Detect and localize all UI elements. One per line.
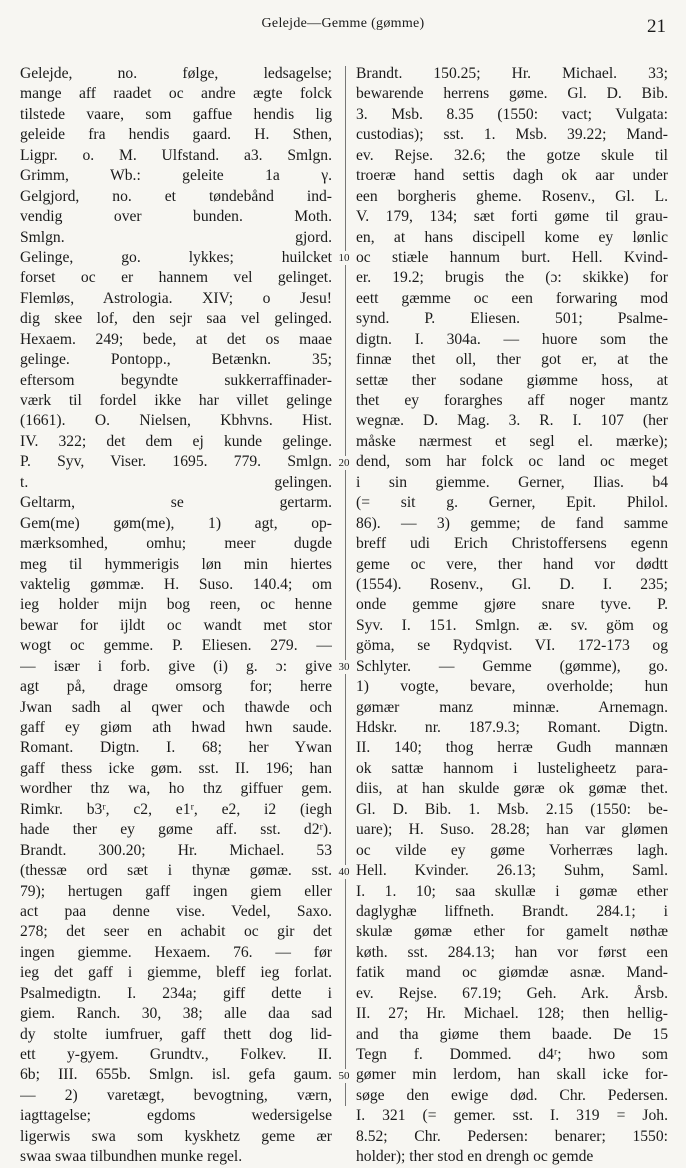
right-column-line: er. 19.2; brugis the (ɔ: skikke) for (356, 269, 668, 287)
right-column-line: synd. P. Eliesen. 501; Psalme- (356, 310, 668, 328)
right-column-line: wegnæ. D. Mag. 3. R. I. 107 (her (356, 412, 668, 430)
right-column-line: oc vilde ey gøme Vorherræs lagh. (356, 841, 668, 859)
left-column-line: ieg det gaff i giemme, bleff ieg forlat. (20, 964, 332, 982)
left-column-line: 6b; III. 655b. Smlgn. isl. gefa gaum. (20, 1066, 332, 1084)
right-column-line: i sin giemme. Gerner, Ilias. b4 (356, 473, 668, 491)
left-column-line: gelinge. Pontopp., Betænkn. 35; (20, 351, 332, 369)
left-column-line: Jwan sadh al qwer och thawde och (20, 698, 332, 716)
left-column-line: bewar for ijldt oc wandt met stor (20, 616, 332, 634)
left-column-line: Gem(me) gøm(me), 1) agt, op- (20, 514, 332, 532)
left-column-line: — 2) varetægt, bevogtning, værn, (20, 1086, 332, 1104)
running-head: Gelejde—Gemme (gømme) (261, 16, 425, 31)
right-column-line: digtn. I. 304a. — huore som the (356, 330, 668, 348)
right-column-line: settæ ther sodane giømme hoss, at (356, 371, 668, 389)
left-column-line: iagttagelse; egdoms wedersigelse (20, 1107, 332, 1125)
left-column-line: meg til hymmerigis løn min hiertes (20, 555, 332, 573)
left-column-line: act paa denne vise. Vedel, Saxo. (20, 902, 332, 920)
left-column-line: (1661). O. Nielsen, Kbhvns. Hist. (20, 412, 332, 430)
right-column-line: diis, at han skulde gøræ ok gømæ thet. (356, 780, 668, 798)
right-column-line: køth. sst. 284.13; han vor først een (356, 943, 668, 961)
right-column-line: oc stiæle hannum burt. Hell. Kvind- (356, 248, 668, 266)
right-column-line: 8.52; Chr. Pedersen: benarer; 1550: (356, 1127, 668, 1145)
right-column-line: 3. Msb. 8.35 (1550: vact; Vulgata: (356, 105, 668, 123)
right-column-line: holder); ther stod en drengh oc gemde (356, 1148, 594, 1166)
right-column (356, 64, 668, 1168)
right-column-line: ok sattæ hannom i lusteligheetz para- (356, 759, 668, 777)
right-column-line: custodias); sst. 1. Msb. 39.22; Mand- (356, 126, 668, 144)
left-column-line: P. Syv, Viser. 1695. 779. Smlgn. (20, 453, 332, 471)
left-column-line: dig skee lof, den sejr saa vel gelinged. (20, 310, 332, 328)
left-column-line: Smlgn. gjord. (20, 228, 332, 246)
left-column-line: geleide fra hendis gaard. H. Sthen, (20, 126, 332, 144)
right-column-line: I. 1. 10; saa skullæ i gømæ ether (356, 882, 668, 900)
right-column-line: en, at hans discipell kome ey lønlic (356, 228, 668, 246)
right-column-line: Hdskr. nr. 187.9.3; Romant. Digtn. (356, 719, 668, 736)
left-column-line: Ligpr. o. M. Ulfstand. a3. Smlgn. (20, 146, 332, 164)
right-column-line: II. 27; Hr. Michael. 128; then hellig- (356, 1005, 668, 1023)
right-column-line: uare); H. Suso. 28.28; han var glømen (356, 821, 668, 839)
left-column-line: Grimm, Wb.: geleite 1a γ. (20, 167, 332, 185)
page-header (0, 0, 686, 48)
left-column-line: Gelinge, go. lykkes; huilcket (20, 248, 332, 266)
right-column-line: (1554). Rosenv., Gl. D. I. 235; (356, 575, 668, 593)
right-column-line: (= sit g. Gerner, Epit. Philol. (356, 494, 668, 512)
left-column-line: ligerwis swa som kyskhetz geme ær (20, 1127, 332, 1145)
left-column-line: Gelejde, no. følge, ledsagelse; (20, 65, 332, 82)
right-column-line: onde gemme gjøre snare tyve. P. (356, 596, 668, 614)
right-column-line: breff udi Erich Christoffersens egenn (356, 535, 668, 553)
left-column-line: IV. 322; det dem ej kunde gelinge. (20, 432, 332, 450)
margin-line-number: 40 (333, 865, 355, 879)
right-column-line: måske nærmest et segl el. mærke); (356, 432, 668, 450)
left-column-line: (thessæ ord sæt i thynæ gømæ. sst. (20, 862, 332, 880)
left-column-line: ett y-gyem. Grundtv., Folkev. II. (20, 1046, 332, 1063)
right-column-line: V. 179, 134; sæt forti gøme til grau- (356, 208, 668, 226)
left-column-line: eftersom begyndte sukkerraffinader- (20, 371, 332, 389)
column-rule (345, 66, 346, 1106)
right-column-line: 1) vogte, bevare, overholde; hun (356, 678, 668, 696)
left-column-line: 79); hertugen gaff ingen giem eller (20, 882, 332, 900)
left-column-line: Brandt. 300.20; Hr. Michael. 53 (20, 841, 332, 859)
right-column-line: troeræ hand settis dagh ok aar under (356, 167, 668, 185)
right-column-line: thet ey forarghes aff noger mantz (356, 392, 668, 409)
left-column-line: værk til fordel ikke har villet gelinge (20, 392, 332, 409)
left-column-line: 278; det seer en achabit oc gir det (20, 923, 332, 941)
left-column-line: Flemløs, Astrologia. XIV; o Jesu! (20, 289, 332, 307)
left-column-line: ingen giemme. Hexaem. 76. — før (20, 943, 332, 961)
right-column-line: daglyghæ liffneth. Brandt. 284.1; i (356, 902, 668, 920)
left-column-line: Romant. Digtn. I. 68; her Ywan (20, 739, 332, 757)
margin-line-number: 10 (333, 251, 355, 265)
left-column-line: vendig over bunden. Moth. (20, 208, 332, 226)
margin-line-number: 50 (333, 1069, 355, 1083)
left-column-line: dy stolte iumfruer, gaff thett dog lid- (20, 1025, 332, 1043)
right-column-line: Schlyter. — Gemme (gømme), go. (356, 657, 668, 675)
right-column-line: fatik mand oc giømdæ asnæ. Mand- (356, 964, 668, 982)
left-column-line: wogt oc gemme. P. Eliesen. 279. — (20, 637, 332, 655)
left-column-line: hade ther ey gøme aff. sst. d2ʳ). (20, 821, 332, 839)
right-column-line: bewarende herrens gøme. Gl. D. Bib. (356, 85, 668, 103)
right-column-line: eett gæmme oc een forwaring mod (356, 289, 668, 307)
right-column-line: Hell. Kvinder. 26.13; Suhm, Saml. (356, 862, 668, 880)
left-column-line: wordher thz wa, ho thz giffuer gem. (20, 780, 332, 798)
right-column-line: göma, se Rydqvist. VI. 172-173 og (356, 637, 668, 655)
right-column-line: gømær manz minnæ. Arnemagn. (356, 698, 668, 716)
right-column-line: Gl. D. Bib. 1. Msb. 2.15 (1550: be- (356, 800, 668, 818)
right-column-line: Tegn f. Dommed. d4ʳ; hwo som (356, 1046, 668, 1063)
page-number: 21 (647, 16, 666, 37)
left-column-line: Gelgjord, no. et tøndebånd ind- (20, 187, 332, 205)
left-column-line: Hexaem. 249; bede, at det os maae (20, 330, 332, 348)
left-column-line: t. gelingen. (20, 473, 332, 491)
right-column-line: ev. Rejse. 67.19; Geh. Ark. Årsb. (356, 984, 668, 1002)
left-column-line: gaff ey giøm ath hwad hwn saude. (20, 719, 332, 736)
left-column-line: agt på, drage omsorg for; herre (20, 678, 332, 696)
right-column-line: een borgheris gheme. Rosenv., Gl. L. (356, 187, 668, 205)
right-column-line: I. 321 (= gemer. sst. I. 319 = Joh. (356, 1107, 668, 1125)
left-column-line: mange aff raadet oc andre ægte folck (20, 85, 332, 103)
right-column-line: søge den ewige død. Chr. Pedersen. (356, 1086, 668, 1104)
left-column-line: Geltarm, se gertarm. (20, 494, 332, 512)
left-column (20, 64, 332, 1168)
left-column-line: gaff thess icke gøm. sst. II. 196; han (20, 759, 332, 777)
right-column-line: finnæ thet oll, ther got er, at the (356, 351, 668, 369)
right-column-line: Brandt. 150.25; Hr. Michael. 33; (356, 65, 668, 82)
left-column-line: swaa swaa tilbundhen munke regel. (20, 1148, 243, 1166)
left-column-line: — især i forb. give (i) g. ɔ: give (20, 657, 332, 675)
left-column-line: vaktelig gømmæ. H. Suso. 140.4; om (20, 575, 332, 593)
right-column-line: Syv. I. 151. Smlgn. æ. sv. göm og (356, 616, 668, 634)
left-column-line: forset oc er hannem vel gelinget. (20, 269, 332, 287)
left-column-line: tilstede vaare, som gaffue hendis lig (20, 105, 332, 123)
left-column-line: mærksomhed, omhu; meer dugde (20, 535, 332, 553)
left-column-line: Rimkr. b3ʳ, c2, e1ʳ, e2, i2 (iegh (20, 800, 332, 818)
right-column-line: skulæ gømæ ether for gamelt nøthæ (356, 923, 668, 941)
left-column-line: Psalmedigtn. I. 234a; giff dette i (20, 984, 332, 1002)
right-column-line: dend, som har folck oc land oc meget (356, 453, 668, 471)
right-column-line: and tha giøme them baade. De 15 (356, 1025, 668, 1043)
left-column-line: giem. Ranch. 30, 38; alle daa sad (20, 1005, 332, 1023)
right-column-line: 86). — 3) gemme; de fand samme (356, 514, 668, 532)
margin-line-number: 30 (333, 660, 355, 674)
right-column-line: geme oc vere, ther hand vor dødtt (356, 555, 668, 573)
right-column-line: gømer min lerdom, han skall icke for- (356, 1066, 668, 1084)
margin-line-number: 20 (333, 456, 355, 470)
right-column-line: II. 140; thog herræ Gudh mannæn (356, 739, 668, 757)
left-column-line: ieg holder mijn bog reen, oc henne (20, 596, 332, 614)
right-column-line: ev. Rejse. 32.6; the gotze skule til (356, 146, 668, 164)
